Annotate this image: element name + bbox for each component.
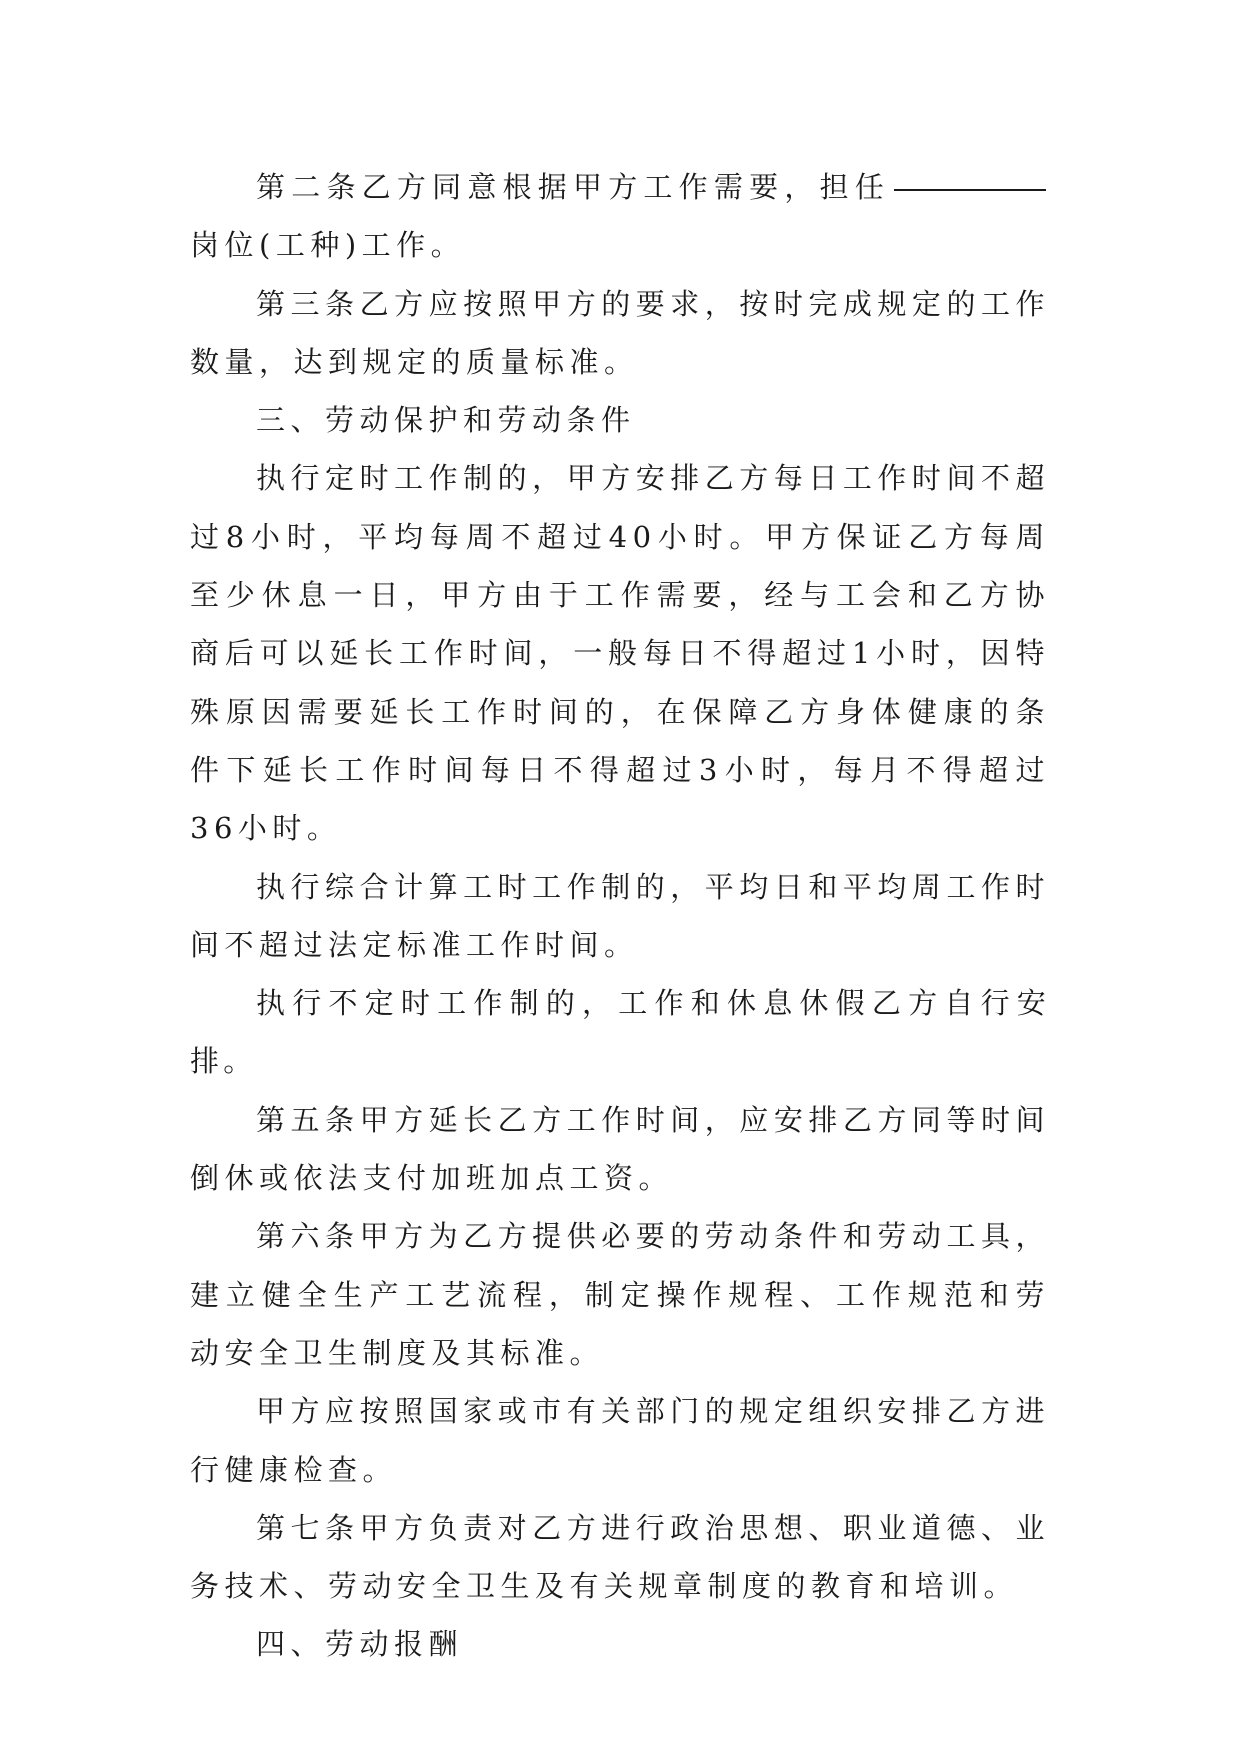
section-4-heading: 四、劳动报酬 xyxy=(256,1627,464,1662)
clause-6-paragraph: 第六条甲方为乙方提供必要的劳动条件和劳动工具，建立健全生产工艺流程，制定操作规程、工作规范和劳动安全卫生制度及其标准。 xyxy=(190,1219,1050,1370)
clause-3-paragraph: 第三条乙方应按照甲方的要求，按时完成规定的工作数量，达到规定的质量标准。 xyxy=(190,286,1050,379)
clause-2-text-before-blank: 第二条乙方同意根据甲方工作需要，担任 xyxy=(256,170,890,204)
section-3-heading: 三、劳动保护和劳动条件 xyxy=(256,403,636,438)
document-body xyxy=(190,158,1050,1674)
comprehensive-hours-paragraph: 执行综合计算工时工作制的，平均日和平均周工作时间不超过法定标准工作时间。 xyxy=(190,869,1050,962)
clause-5-paragraph: 第五条甲方延长乙方工作时间，应安排乙方同等时间倒休或依法支付加班加点工资。 xyxy=(190,1102,1050,1196)
clause-2-paragraph xyxy=(190,158,1050,275)
clause-2-text-after-blank: 岗位(工种)工作。 xyxy=(190,228,466,263)
position-blank-line xyxy=(894,187,1046,191)
flexible-hours-paragraph: 执行不定时工作制的，工作和休息休假乙方自行安排。 xyxy=(190,986,1050,1079)
fixed-hours-paragraph: 执行定时工作制的，甲方安排乙方每日工作时间不超过8小时，平均每周不超过40小时。甲方保证乙方每周至少休息一日，甲方由于工作需要，经与工会和乙方协商后可以延长工作时间，一般每日不得超过1小时，因特殊原因需要延长工作时间的，在保障乙方身体健康的条件下延长工作时间每日不得超过3小时，每月不得超过36小时。 xyxy=(190,461,1050,846)
clause-7-paragraph: 第七条甲方负责对乙方进行政治思想、职业道德、业务技术、劳动安全卫生及有关规章制度的教育和培训。 xyxy=(190,1510,1050,1604)
health-check-paragraph: 甲方应按照国家或市有关部门的规定组织安排乙方进行健康检查。 xyxy=(190,1394,1050,1487)
